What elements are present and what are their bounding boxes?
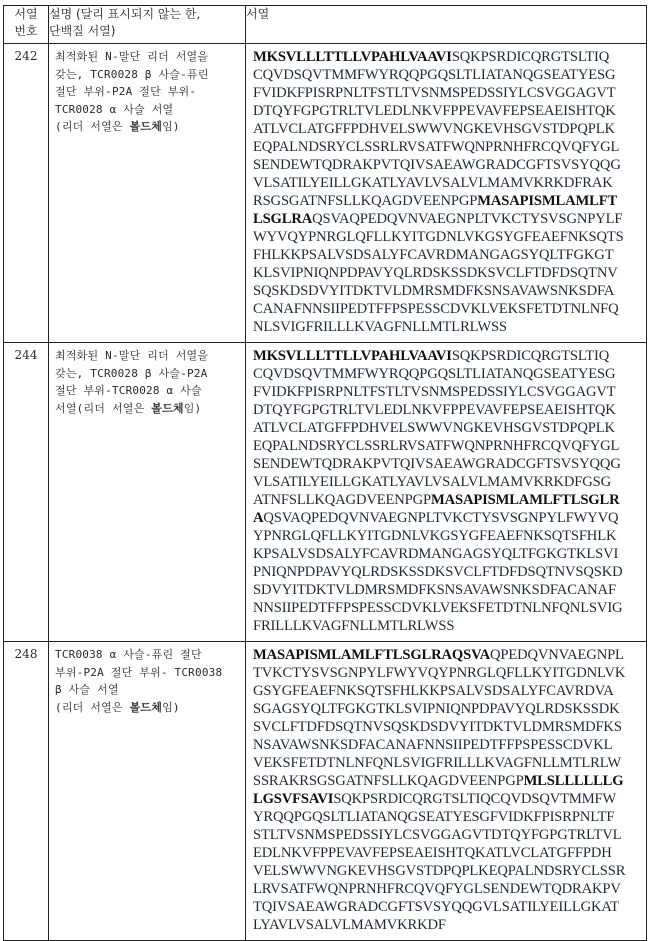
sequence-segment: NNSIIPEDTFFPSPESSCDVKLVEKSFETDTNLNFQNLSVIG — [253, 600, 623, 616]
header-desc-line: 설명 (달리 표시되지 않는 한, — [49, 7, 201, 21]
table-row — [4, 44, 647, 343]
leader-sequence-segment: MASAPISMLAMLFTLSGLRAQSVA — [253, 647, 490, 663]
sequence-line — [253, 174, 642, 192]
description-line — [55, 699, 241, 717]
description-line — [55, 646, 241, 664]
sequence-segment: CANAFNNSIIPEDTFFPSPESSCDVKLVEKSFETDTNLNFQ — [253, 301, 619, 317]
description-cell — [49, 343, 246, 642]
sequence-line — [253, 48, 642, 66]
sequence-cell — [246, 642, 647, 941]
description-cell — [49, 44, 246, 343]
sequence-segment: CQVDSQVTMMFWYRQQPGQSLTLIATANQGSEATYESG — [253, 366, 616, 382]
sequence-line — [253, 318, 642, 336]
sequence-line — [253, 700, 642, 718]
sequence-segment: SQKPSRDICQRGTSLTIQ — [451, 348, 610, 364]
sequence-segment: SENDEWTQDRAKPVTQIVSAEAWGRADCGFTSVSYQQG — [253, 456, 621, 472]
sequence-line — [253, 455, 642, 473]
table-header-row — [4, 6, 647, 44]
sequence-segment: FVIDKFPISRPNLTFSTLTVSNMSPEDSSIYLCSVGGAGVT — [253, 85, 616, 101]
sequence-line — [253, 66, 642, 84]
sequence-line — [253, 210, 642, 228]
description-text: 최적화된 N-말단 리더 서열을 — [55, 349, 209, 362]
leader-sequence-segment: MASAPISMLAMLFT — [477, 193, 618, 209]
sequence-line — [253, 862, 642, 880]
description-text: β 사슬 서열 — [55, 683, 119, 696]
sequence-segment: LRVSATFWQNPRNHFRCQVQFYGLSENDEWTQDRAKPV — [253, 881, 621, 897]
sequence-segment: FRILLLKVAGFNLLMTLRLWSS — [253, 618, 455, 634]
sequence-segment: ATNFSLLKQAGDVEENPGP — [253, 492, 431, 508]
sequence-line — [253, 880, 642, 898]
sequence-line — [253, 102, 642, 120]
sequence-segment: ATLVCLATGFFPDHVELSWWVNGKEVHSGVSTDPQPLK — [253, 121, 615, 137]
description-text: 갖는, TCR0028 β 사슬-P2A — [55, 366, 208, 380]
description-text: 부위-P2A 절단 부위- TCR0038 — [55, 665, 223, 679]
header-desc-line: 단백질 서열) — [49, 24, 116, 38]
sequence-segment: LYAVLVSALVLMAMVKRKDF — [253, 917, 446, 933]
sequence-segment: SVCLFTDFDSQTNVSQSKDSDVYITDKTVLDMRSMDFKS — [253, 719, 622, 735]
sequence-number-cell: 244 — [4, 343, 49, 642]
sequence-segment: QSVAQPEDQVNVAEGNPLTVKCTYSVSGNPYLF — [312, 211, 623, 227]
description-line — [55, 681, 241, 699]
sequence-segment: FHLKKPSALVSDSALYFCAVRDMANGAGSYQLTFGKGT — [253, 247, 614, 263]
sequence-line — [253, 844, 642, 862]
sequence-line — [253, 581, 642, 599]
sequence-line — [253, 473, 642, 491]
sequence-segment: KPSALVSDSALYFCAVRDMANGAGSYQLTFGKGTKLSVI — [253, 546, 619, 562]
sequence-table — [3, 5, 647, 941]
sequence-line — [253, 192, 642, 210]
sequence-segment: ATLVCLATGFFPDHVELSWWVNGKEVHSGVSTDPQPLK — [253, 420, 615, 436]
sequence-segment: NLSVIGFRILLLKVAGFNLLMTLRLWSS — [253, 319, 507, 335]
leader-sequence-segment: MKSVLLLTTLLVPAHLVAAVI — [253, 348, 452, 364]
description-text: (리더 서열은 — [55, 700, 130, 714]
sequence-segment: SQKPSRDICQRGTSLTIQ — [451, 49, 610, 65]
sequence-segment: CQVDSQVTMMFWYRQQPGQSLTLIATANQGSEATYESG — [253, 67, 616, 83]
sequence-line — [253, 599, 642, 617]
sequence-line — [253, 84, 642, 102]
sequence-number-cell: 248 — [4, 642, 49, 941]
table-row — [4, 343, 647, 642]
sequence-segment: EQPALNDSRYCLSSRLRVSATFWQNPRNHFRCQVQFYGL — [253, 139, 620, 155]
sequence-line — [253, 383, 642, 401]
sequence-segment: VEKSFETDTNLNFQNLSVIGFRILLLKVAGFNLLMTLRLW — [253, 755, 622, 771]
leader-sequence-segment: A — [253, 510, 264, 526]
sequence-line — [253, 264, 642, 282]
description-line — [55, 101, 241, 119]
sequence-line — [253, 527, 642, 545]
sequence-segment: GSYGFEAEFNKSQTSFHLKKPSALVSDSALYFCAVRDVA — [253, 683, 614, 699]
sequence-segment: VLSATILYEILLGKATLYAVLVSALVLMAMVKRKDFRAK — [253, 175, 613, 191]
leader-sequence-segment: MASAPISMLAMLFTLSGLR — [430, 492, 620, 508]
sequence-line — [253, 718, 642, 736]
description-line — [55, 365, 241, 383]
sequence-line — [253, 347, 642, 365]
description-text: 절단 부위-TCR0028 α 사슬 — [55, 384, 202, 397]
sequence-segment: KLSVIPNIQNPDPAVYQLRDSKSSDKSVCLFTDFDSQTNV — [253, 265, 618, 281]
sequence-segment: QSVAQPEDQVNVAEGNPLTVKCTYSVSGNPYLFWYVQ — [263, 510, 619, 526]
description-line — [55, 400, 241, 418]
description-text: 절단 부위-P2A 절단 부위- — [55, 85, 197, 98]
sequence-segment: YRQQPGQSLTLIATANQGSEATYESGFVIDKFPISRPNLTF — [253, 809, 615, 825]
sequence-segment: RSGSGATNFSLLKQAGDVEENPGP — [253, 193, 478, 209]
description-cell — [49, 642, 246, 941]
header-id-line: 번호 — [14, 24, 38, 38]
description-bold-text: 볼드체 — [129, 700, 163, 714]
header-description — [49, 6, 246, 44]
sequence-line — [253, 736, 642, 754]
description-bold-text: 볼드체 — [129, 120, 163, 133]
sequence-line — [253, 772, 642, 790]
sequence-segment: VLSATILYEILLGKATLYAVLVSALVLMAMVKRKDFGSG — [253, 474, 611, 490]
sequence-line — [253, 491, 642, 509]
sequence-line — [253, 790, 642, 808]
description-text: TCR0028 α 사슬 서열 — [55, 102, 174, 116]
description-line — [55, 118, 241, 136]
sequence-segment: SGAGSYQLTFGKGTKLSVIPNIQNPDPAVYQLRDSKSSDK — [253, 701, 620, 717]
sequence-segment: VELSWWVNGKEVHSGVSTDPQPLKEQPALNDSRYCLSSR — [253, 863, 626, 879]
sequence-segment: TQIVSAEAWGRADCGFTSVSYQQGVLSATILYEILLGKAT — [253, 899, 619, 915]
description-line — [55, 664, 241, 682]
sequence-number-cell: 242 — [4, 44, 49, 343]
sequence-cell — [246, 44, 647, 343]
sequence-line — [253, 246, 642, 264]
sequence-segment: NSAVAWSNKSDFACANAFNNSIIPEDTFFPSPESSCDVKL — [253, 737, 613, 753]
sequence-line — [253, 916, 642, 934]
sequence-segment: DTQYFGPGTRLTVLEDLNKVFPPEVAVFEPSEAEISHTQK — [253, 402, 616, 418]
sequence-line — [253, 419, 642, 437]
sequence-segment: PNIQNPDPAVYQLRDSKSSDKSVCLFTDFDSQTNVSQSKD — [253, 564, 623, 580]
leader-sequence-segment: LGSVFSAVI — [253, 791, 334, 807]
description-line — [55, 83, 241, 101]
description-text: 최적화된 N-말단 리더 서열을 — [55, 50, 209, 63]
description-text: (리더 서열은 — [55, 120, 130, 133]
sequence-line — [253, 826, 642, 844]
sequence-line — [253, 156, 642, 174]
sequence-segment: FVIDKFPISRPNLTFSTLTVSNMSPEDSSIYLCSVGGAGVT — [253, 384, 616, 400]
sequence-segment: SQSKDSDVYITDKTVLDMRSMDFKSNSAVAWSNKSDFA — [253, 283, 615, 299]
leader-sequence-segment: MKSVLLLTTLLVPAHLVAAVI — [253, 49, 452, 65]
sequence-segment: DTQYFGPGTRLTVLEDLNKVFPPEVAVFEPSEAEISHTQK — [253, 103, 616, 119]
description-line — [55, 48, 241, 66]
sequence-line — [253, 437, 642, 455]
description-suffix: 임) — [162, 700, 180, 714]
description-text: TCR0038 α 사슬-퓨린 절단 — [55, 648, 202, 661]
description-line — [55, 66, 241, 84]
sequence-line — [253, 664, 642, 682]
sequence-line — [253, 754, 642, 772]
sequence-line — [253, 617, 642, 635]
description-text: 서열(리더 서열은 — [55, 401, 152, 415]
sequence-segment: SQKPSRDICQRGTSLTIQCQVDSQVTMMFW — [333, 791, 617, 807]
sequence-line — [253, 808, 642, 826]
sequence-segment: EQPALNDSRYCLSSRLRVSATFWQNPRNHFRCQVQFYGL — [253, 438, 620, 454]
description-text: 갖는, TCR0028 β 사슬-퓨린 — [55, 67, 209, 81]
header-sequence-number — [4, 6, 49, 44]
table-row — [4, 642, 647, 941]
leader-sequence-segment: LSGLRA — [253, 211, 313, 227]
sequence-line — [253, 898, 642, 916]
sequence-line — [253, 138, 642, 156]
sequence-line — [253, 401, 642, 419]
sequence-segment: QPEDQVNVAEGNPL — [489, 647, 624, 663]
sequence-line — [253, 365, 642, 383]
sequence-line — [253, 682, 642, 700]
sequence-line — [253, 509, 642, 527]
sequence-line — [253, 120, 642, 138]
description-line — [55, 347, 241, 365]
sequence-line — [253, 563, 642, 581]
description-suffix: 임) — [183, 401, 202, 415]
sequence-line — [253, 300, 642, 318]
sequence-segment: EDLNKVFPPEVAVFEPSEAEISHTQKATLVCLATGFFPDH — [253, 845, 612, 861]
sequence-line — [253, 646, 642, 664]
description-line — [55, 382, 241, 400]
leader-sequence-segment: MLSLLLLLLG — [523, 773, 624, 789]
sequence-cell — [246, 343, 647, 642]
sequence-segment: SSRAKRSGSGATNFSLLKQAGDVEENPGP — [253, 773, 524, 789]
sequence-line — [253, 282, 642, 300]
table-body — [4, 44, 647, 941]
sequence-segment: WYVQYPNRGLQFLLKYITGDNLVKGSYGFEAEFNKSQTS — [253, 229, 624, 245]
sequence-segment: TVKCTYSVSGNPYLFWYVQYPNRGLQFLLKYITGDNLVK — [253, 665, 626, 681]
sequence-segment: YPNRGLQFLLKYITGDNLVKGSYGFEAEFNKSQTSFHLK — [253, 528, 617, 544]
description-suffix: 임) — [162, 120, 180, 133]
sequence-segment: SENDEWTQDRAKPVTQIVSAEAWGRADCGFTSVSYQQG — [253, 157, 621, 173]
header-id-line: 서열 — [14, 7, 38, 21]
sequence-line — [253, 228, 642, 246]
header-sequence: 서열 — [246, 6, 647, 44]
sequence-line — [253, 545, 642, 563]
sequence-segment: STLTVSNMSPEDSSIYLCSVGGAGVTDTQYFGPGTRLTVL — [253, 827, 622, 843]
sequence-segment: SDVYITDKTVLDMRSMDFKSNSAVAWSNKSDFACANAF — [253, 582, 616, 598]
description-bold-text: 볼드체 — [151, 401, 184, 415]
